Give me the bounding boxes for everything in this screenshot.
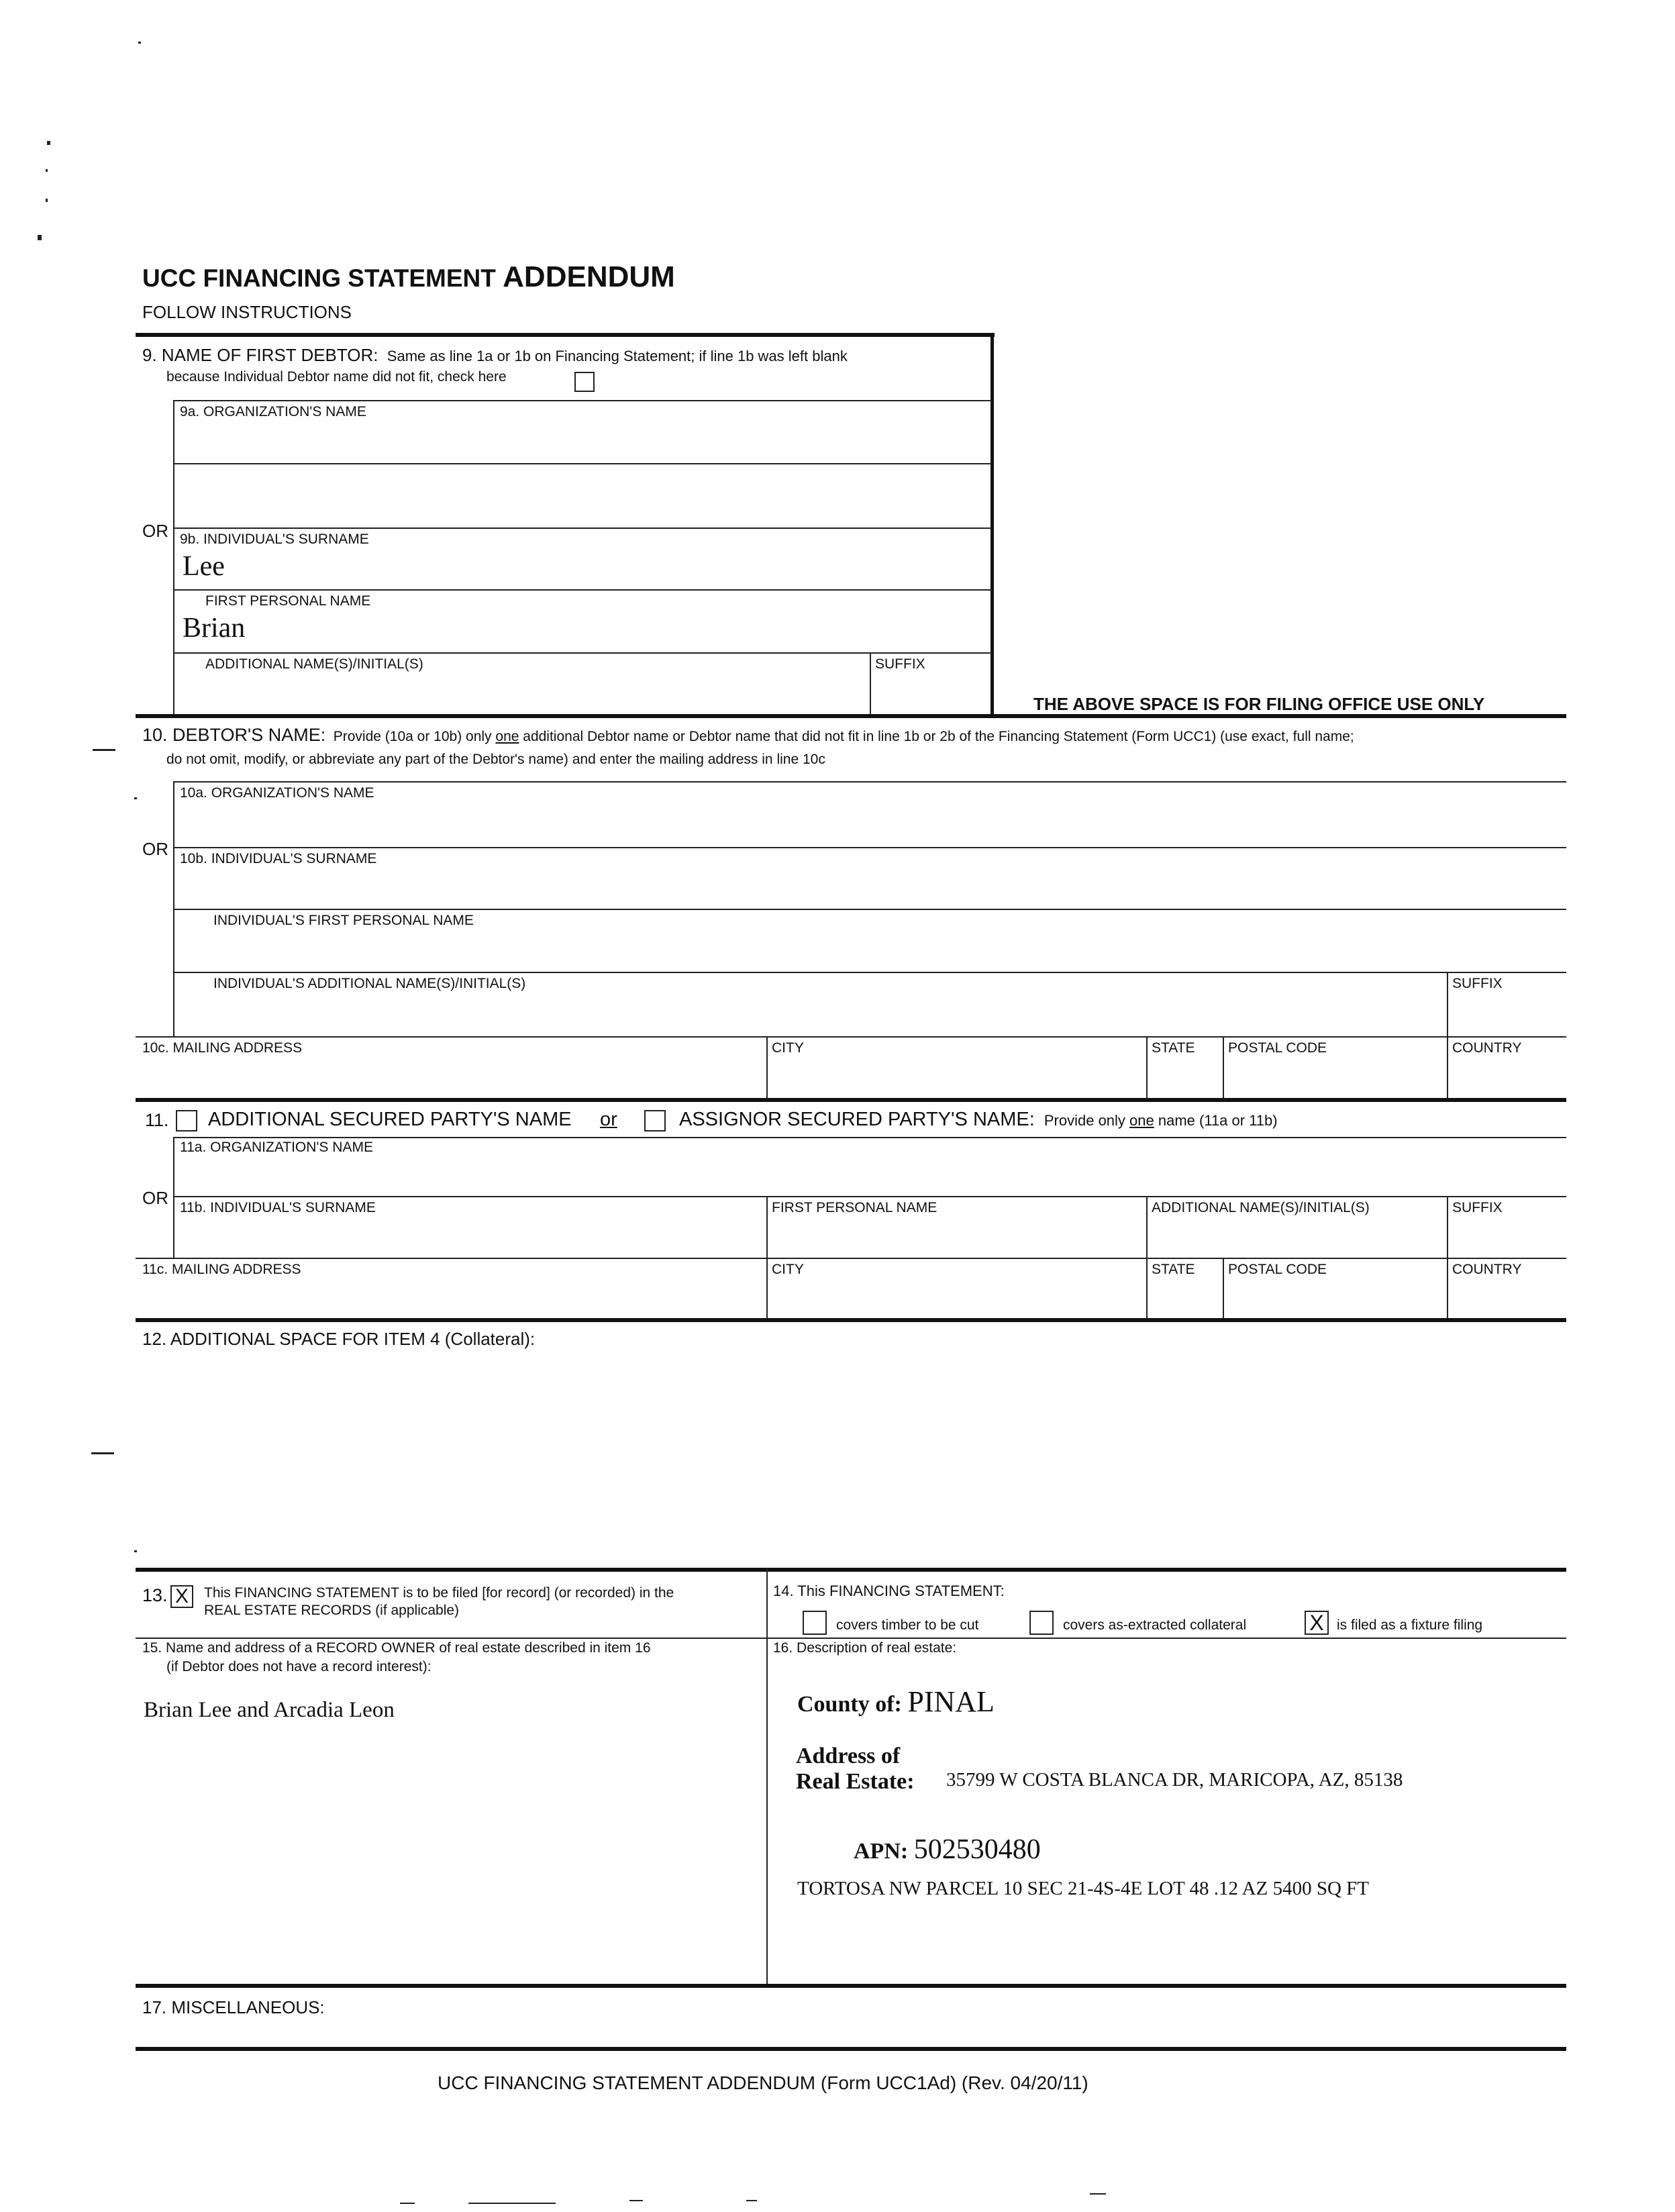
- item13-text-line1: This FINANCING STATEMENT is to be filed [for record] (or recorded) in the: [204, 1585, 674, 1601]
- scan-speck: [1090, 2193, 1106, 2195]
- item11-assignor-secured-party-checkbox[interactable]: [644, 1110, 666, 1132]
- item10-additional-label: INDIVIDUAL'S ADDITIONAL NAME(S)/INITIAL(S): [213, 976, 526, 991]
- item10-label: 10. DEBTOR'S NAME: Provide (10a or 10b) only one additional Debtor name or Debtor name that did not fit in line 1b or 2b of the Financing Statement (Form UCC1) (use exact, full name;: [142, 725, 1354, 745]
- item9-additional-top: [173, 652, 992, 654]
- item9b-surname-value[interactable]: Lee: [183, 551, 225, 582]
- scan-speck: [47, 141, 50, 145]
- item10c-state-label: STATE: [1152, 1040, 1195, 1056]
- item15-label-line1: 15. Name and address of a RECORD OWNER of real estate described in item 16: [142, 1640, 651, 1656]
- item10c-label: 10c. MAILING ADDRESS: [142, 1040, 303, 1056]
- item9-surname-top: [173, 527, 992, 529]
- item10-additional-top: [173, 972, 1566, 973]
- item9-or: OR: [142, 521, 168, 541]
- item16-address-label-line2: Real Estate:: [796, 1769, 915, 1794]
- item10-suffix-divider: [1447, 972, 1448, 1099]
- item12-label: 12. ADDITIONAL SPACE FOR ITEM 4 (Collateral):: [142, 1329, 536, 1349]
- item13-top-rule: [136, 1568, 1566, 1572]
- item11-assignor-label: ASSIGNOR SECURED PARTY'S NAME: Provide only one name (11a or 11b): [679, 1109, 1278, 1130]
- item11-or-word: or: [600, 1109, 617, 1130]
- scan-speck: [468, 2203, 556, 2204]
- item9-additional-label: ADDITIONAL NAME(S)/INITIAL(S): [205, 656, 423, 672]
- item16-address-label-line1: Address of: [796, 1744, 901, 1768]
- item11c-city-label: CITY: [772, 1262, 804, 1277]
- item10-first-name-label: INDIVIDUAL'S FIRST PERSONAL NAME: [213, 913, 474, 928]
- item9-first-top: [173, 589, 992, 591]
- item9-org-mid: [173, 463, 992, 464]
- bottom-rule: [136, 2047, 1566, 2051]
- item9-suffix-label: SUFFIX: [875, 656, 925, 672]
- item11c-state-label: STATE: [1152, 1262, 1195, 1277]
- item13-text-line2: REAL ESTATE RECORDS (if applicable): [204, 1603, 460, 1618]
- item10-org-top: [173, 781, 1566, 783]
- item9b-label: 9b. INDIVIDUAL'S SURNAME: [180, 532, 369, 547]
- item11-provide-note: Provide only one name (11a or 11b): [1044, 1112, 1278, 1129]
- item14-timber-label: covers timber to be cut: [836, 1617, 979, 1633]
- scan-speck: [91, 1452, 114, 1454]
- form-title: [142, 260, 675, 294]
- item15-label-line2: (if Debtor does not have a record interest):: [166, 1659, 432, 1674]
- scan-speck: [134, 797, 137, 799]
- item10-suffix-label: SUFFIX: [1452, 976, 1503, 991]
- item11c-postal-label: POSTAL CODE: [1228, 1262, 1327, 1277]
- item11a-label: 11a. ORGANIZATION'S NAME: [180, 1140, 373, 1155]
- item14-as-extracted-checkbox[interactable]: [1029, 1611, 1054, 1635]
- item9-label: 9. NAME OF FIRST DEBTOR: Same as line 1a or 1b on Financing Statement; if line 1b was left blank: [142, 345, 848, 365]
- item11-number: 11.: [145, 1110, 169, 1130]
- item14-as-extracted-label: covers as-extracted collateral: [1063, 1617, 1247, 1633]
- form-title-addendum: ADDENDUM: [503, 260, 675, 293]
- item17-top-rule: [136, 1984, 1566, 1988]
- item11-or: OR: [142, 1188, 168, 1208]
- item9-suffix-divider: [870, 652, 871, 715]
- item11b-suffix-label: SUFFIX: [1452, 1200, 1503, 1215]
- item14-timber-checkbox[interactable]: [803, 1611, 827, 1635]
- item11c-postal-divider: [1223, 1258, 1224, 1319]
- item11-top-rule: [136, 1098, 1566, 1102]
- item16-county-value[interactable]: PINAL: [907, 1685, 995, 1718]
- item10c-postal-label: POSTAL CODE: [1228, 1040, 1327, 1056]
- scan-speck: [93, 749, 115, 751]
- item9-first-name-value[interactable]: Brian: [183, 613, 246, 644]
- item16-county: County of: PINAL: [797, 1685, 995, 1718]
- item11-additional-label: ADDITIONAL SECURED PARTY'S NAME: [208, 1109, 572, 1130]
- item11-additional-secured-party-checkbox[interactable]: [176, 1110, 197, 1132]
- item13-number: 13.: [142, 1585, 168, 1605]
- item9a-label: 9a. ORGANIZATION'S NAME: [180, 404, 366, 419]
- item11-org-top: [173, 1137, 1566, 1138]
- item10-top-rule: [136, 714, 1566, 718]
- item14-fixture-filing-checkbox[interactable]: X: [1305, 1611, 1329, 1635]
- item13-real-estate-checkbox[interactable]: X: [170, 1585, 193, 1608]
- item11c-country-label: COUNTRY: [1452, 1262, 1522, 1277]
- item16-address-value[interactable]: 35799 W COSTA BLANCA DR, MARICOPA, AZ, 85138: [946, 1769, 1403, 1791]
- item9-first-name-label: FIRST PERSONAL NAME: [205, 593, 371, 609]
- item11b-first-name-label: FIRST PERSONAL NAME: [772, 1200, 937, 1215]
- item11b-additional-label: ADDITIONAL NAME(S)/INITIAL(S): [1152, 1200, 1370, 1215]
- item15-top: [136, 1638, 1566, 1639]
- item10-instructions: Provide (10a or 10b) only one additional Debtor name or Debtor name that did not fit in line 1b or 2b of the Financing Statement (Form UCC1) (use exact, full name;: [333, 729, 1354, 744]
- item9-instructions-line2: because Individual Debtor name did not fit, check here: [166, 369, 507, 385]
- item13-14-divider: [766, 1568, 768, 1984]
- item11c-country-divider: [1447, 1258, 1448, 1319]
- item11c-top: [136, 1258, 1566, 1259]
- item17-label: 17. MISCELLANEOUS:: [142, 1997, 325, 2017]
- item16-apn-value[interactable]: 502530480: [913, 1834, 1041, 1865]
- scan-speck: [134, 1550, 137, 1552]
- scan-speck: [138, 42, 141, 44]
- item10b-label: 10b. INDIVIDUAL'S SURNAME: [180, 851, 377, 866]
- item10c-state-divider: [1146, 1036, 1148, 1099]
- item12-top-rule: [136, 1318, 1566, 1322]
- item10c-city-divider: [766, 1036, 768, 1099]
- item16-legal-description[interactable]: TORTOSA NW PARCEL 10 SEC 21-4S-4E LOT 48 .12 AZ 5400 SQ FT: [797, 1878, 1369, 1899]
- item9-top-rule: [136, 333, 995, 337]
- item11-left-border: [173, 1137, 174, 1258]
- filing-office-note: THE ABOVE SPACE IS FOR FILING OFFICE USE ONLY: [1033, 694, 1485, 714]
- item9-org-top: [173, 400, 992, 401]
- item11c-state-divider: [1146, 1258, 1148, 1319]
- item10c-top: [136, 1036, 1566, 1038]
- item11b-suffix-divider: [1447, 1196, 1448, 1258]
- item10c-postal-divider: [1223, 1036, 1224, 1099]
- item15-record-owner-value[interactable]: Brian Lee and Arcadia Leon: [144, 1698, 395, 1722]
- item11c-city-divider: [766, 1258, 768, 1319]
- item10c-country-label: COUNTRY: [1452, 1040, 1522, 1056]
- scan-speck: [38, 235, 42, 240]
- item10-or: OR: [142, 839, 168, 859]
- item11b-additional-divider: [1146, 1196, 1148, 1258]
- item14-fixture-filing-label: is filed as a fixture filing: [1337, 1617, 1483, 1633]
- scan-speck: [746, 2200, 757, 2201]
- item9-left-border: [173, 400, 174, 715]
- item10a-label: 10a. ORGANIZATION'S NAME: [180, 785, 374, 801]
- item11c-label: 11c. MAILING ADDRESS: [142, 1262, 301, 1277]
- item11b-label: 11b. INDIVIDUAL'S SURNAME: [180, 1200, 376, 1215]
- form-footer: UCC FINANCING STATEMENT ADDENDUM (Form UCC1Ad) (Rev. 04/20/11): [438, 2072, 1088, 2093]
- scan-speck: [46, 169, 48, 172]
- scan-speck: [629, 2200, 643, 2201]
- form-title-main: UCC FINANCING STATEMENT: [142, 264, 496, 292]
- item16-label: 16. Description of real estate:: [773, 1640, 957, 1656]
- item10-surname-top: [173, 847, 1566, 848]
- item10-first-top: [173, 909, 1566, 910]
- item10c-city-label: CITY: [772, 1040, 804, 1056]
- item9-right-border: [991, 333, 994, 715]
- follow-instructions: FOLLOW INSTRUCTIONS: [142, 302, 352, 322]
- item9-name-did-not-fit-checkbox[interactable]: [574, 372, 595, 392]
- item11b-first-divider: [766, 1196, 768, 1258]
- item10-instructions-line2: do not omit, modify, or abbreviate any part of the Debtor's name) and enter the mailing address in line 10c: [166, 752, 825, 767]
- item16-apn: APN: 502530480: [854, 1834, 1041, 1865]
- item14-label: 14. This FINANCING STATEMENT:: [773, 1582, 1005, 1599]
- scan-speck: [400, 2203, 415, 2204]
- scan-speck: [46, 199, 48, 202]
- item9-instructions: Same as line 1a or 1b on Financing Statement; if line 1b was left blank: [387, 348, 848, 364]
- item11-surname-top: [173, 1196, 1566, 1197]
